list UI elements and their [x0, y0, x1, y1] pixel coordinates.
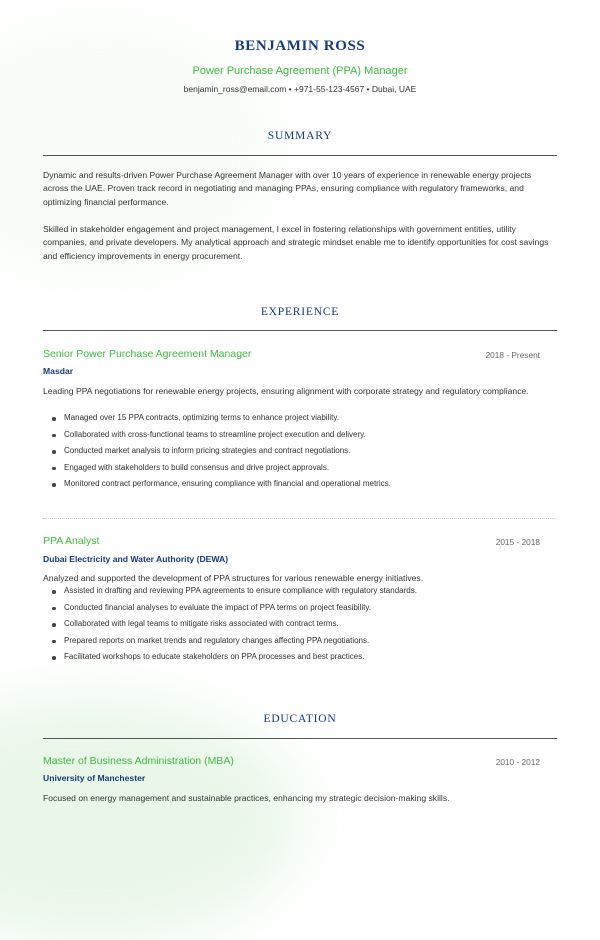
bullet-text: Collaborated with legal teams to mitigate risks associated with contract terms. [64, 619, 339, 629]
list-item [52, 460, 547, 477]
job-dates: 2015 - 2018 [495, 537, 540, 547]
summary-divider [43, 155, 557, 156]
experience-divider [43, 330, 557, 331]
bullet-text: Engaged with stakeholders to build consensus and drive project approvals. [64, 462, 330, 472]
list-item [52, 583, 547, 600]
bullet-text: Conducted financial analyses to evaluate the impact of PPA terms on project feasibility. [64, 602, 371, 612]
job-company: Masdar [43, 366, 74, 376]
list-item [52, 649, 547, 666]
list-item [52, 443, 547, 460]
bullet-text: Facilitated workshops to educate stakeholders on PPA processes and best practices. [64, 652, 365, 662]
job-bullet-list [52, 410, 547, 493]
bullet-icon [52, 467, 56, 471]
education-description: Focused on energy management and sustainable practices, enhancing my strategic decision-making skills. [43, 793, 450, 803]
bullet-text: Monitored contract performance, ensuring compliance with financial and operational metrics. [64, 479, 391, 489]
summary-paragraph-1: Dynamic and results-driven Power Purchase Agreement Manager with over 10 years of experience in renewable energy projects across the UAE. Proven track record in negotiating and managing PPAs, ensuring compliance with regulatory frameworks, and optimizing financial performance. [43, 170, 532, 207]
list-item [52, 476, 547, 493]
bullet-icon [52, 450, 56, 454]
job-title: Senior Power Purchase Agreement Manager [43, 348, 252, 360]
list-item [52, 600, 547, 617]
job-company: Dubai Electricity and Water Authority (DEWA) [43, 554, 229, 564]
bullet-text: Prepared reports on market trends and regulatory changes affecting PPA negotiations. [64, 635, 370, 645]
bullet-text: Managed over 15 PPA contracts, optimizing terms to enhance project viability. [64, 413, 339, 422]
list-item [52, 616, 547, 633]
education-divider [43, 738, 557, 739]
school-name: University of Manchester [43, 773, 146, 783]
candidate-name: BENJAMIN ROSS [234, 38, 366, 54]
bullet-icon [52, 607, 56, 611]
contact-line: benjamin_ross@email.com • +971-55-123-4567 • Dubai, UAE [183, 84, 417, 94]
bullet-text: Collaborated with cross-functional teams to streamline project execution and delivery. [64, 429, 366, 439]
bullet-icon [52, 656, 56, 660]
bullet-text: Conducted market analysis to inform pricing strategies and contract negotiations. [64, 446, 351, 456]
summary-paragraph-2: Skilled in stakeholder engagement and project management, I excel in fostering relationships with government entities, utility companies, and private developers. My analytical approach and strategic mindset enable me to identify opportunities for cost savings and efficiency improvements in energy procurement. [43, 224, 549, 261]
bullet-icon [52, 417, 56, 421]
list-item [52, 427, 547, 444]
bullet-icon [52, 434, 56, 438]
bullet-icon [52, 623, 56, 627]
bullet-text: Assisted in drafting and reviewing PPA agreements to ensure compliance with regulatory standards. [64, 586, 417, 595]
candidate-title: Power Purchase Agreement (PPA) Manager [192, 65, 408, 77]
list-item [52, 410, 547, 427]
experience-heading: EXPERIENCE [260, 306, 340, 318]
bullet-icon [52, 640, 56, 644]
list-item [52, 633, 547, 650]
bullet-icon [52, 483, 56, 487]
job-title: PPA Analyst [43, 535, 100, 547]
summary-heading: SUMMARY [267, 130, 333, 142]
job-description: Analyzed and supported the development of PPA structures for various renewable energy initiatives. [43, 573, 424, 583]
job-dates: 2018 - Present [485, 350, 540, 360]
education-heading: EDUCATION [263, 713, 337, 725]
job-bullet-list [52, 583, 547, 666]
degree-title: Master of Business Administration (MBA) [43, 755, 234, 767]
job-separator [43, 518, 555, 519]
education-dates: 2010 - 2012 [495, 757, 540, 767]
bullet-icon [52, 590, 56, 594]
job-description: Leading PPA negotiations for renewable energy projects, ensuring alignment with corporate strategy and regulatory compliance. [43, 386, 529, 396]
